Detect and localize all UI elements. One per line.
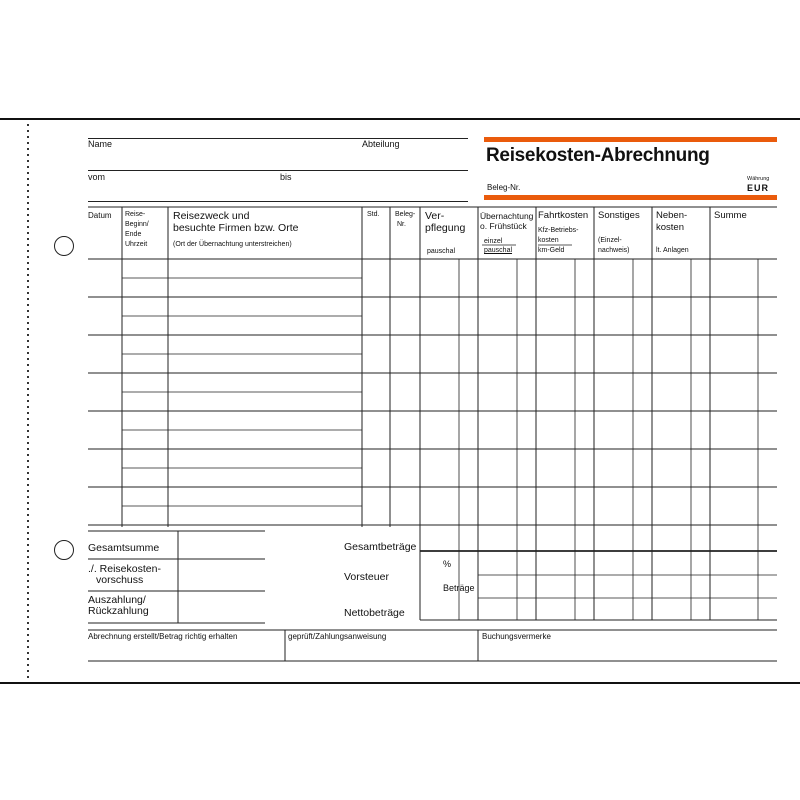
- col-zweck-1: Reisezweck und: [173, 210, 250, 222]
- col-zweck-2: besuchte Firmen bzw. Orte: [173, 222, 299, 234]
- auszahlung-label-2: Rückzahlung: [88, 605, 149, 617]
- col-uebern-2: o. Frühstück: [480, 221, 527, 231]
- footer-geprueft: geprüft/Zahlungsanweisung: [288, 632, 387, 641]
- col-reise-1: Reise-: [125, 211, 146, 218]
- col-beleg-2: Nr.: [397, 221, 406, 228]
- col-sonst-1: Sonstiges: [598, 210, 640, 221]
- betraege-label: Beträge: [443, 583, 475, 593]
- col-std: Std.: [367, 211, 380, 218]
- col-fahrt-1: Fahrtkosten: [538, 210, 589, 221]
- col-sonst-2: (Einzel-: [598, 237, 622, 244]
- currency-value: EUR: [747, 183, 770, 193]
- col-reise-4: Uhrzeit: [125, 241, 148, 248]
- receipt-label: Beleg-Nr.: [487, 183, 521, 192]
- col-uebern-4: pauschal: [484, 247, 513, 254]
- col-reise-2: Beginn/: [125, 221, 149, 228]
- vorsteuer-label: Vorsteuer: [344, 571, 389, 583]
- col-sonst-3: nachweis): [598, 247, 630, 254]
- department-label: Abteilung: [362, 139, 400, 149]
- col-neben-3: lt. Anlagen: [656, 247, 689, 254]
- col-fahrt-3: kosten: [538, 237, 559, 244]
- col-verpf-3: pauschal: [427, 248, 456, 255]
- form-title: Reisekosten-Abrechnung: [486, 145, 710, 166]
- name-label: Name: [88, 139, 113, 149]
- col-datum: Datum: [88, 211, 112, 220]
- col-neben-1: Neben-: [656, 210, 688, 221]
- reisekosten-label-1: ./. Reisekosten-: [88, 563, 161, 575]
- col-uebern-1: Übernachtung: [480, 211, 534, 221]
- col-reise-3: Ende: [125, 231, 142, 238]
- gesamtbetraege-label: Gesamtbeträge: [344, 541, 417, 553]
- currency-label: Währung: [747, 176, 770, 182]
- col-beleg-1: Beleg-: [395, 211, 416, 218]
- nettobetraege-label: Nettobeträge: [344, 607, 405, 619]
- auszahlung-label-1: Auszahlung/: [88, 594, 146, 606]
- col-fahrt-2: Kfz-Betriebs-: [538, 227, 579, 234]
- col-neben-2: kosten: [656, 222, 684, 233]
- reisekosten-label-2: vorschuss: [96, 574, 144, 586]
- col-summe: Summe: [714, 210, 747, 221]
- col-uebern-3: einzel: [484, 238, 503, 245]
- footer-buchung: Buchungsvermerke: [482, 632, 551, 641]
- from-label: vom: [88, 172, 106, 182]
- col-verpf-1: Ver-: [425, 210, 445, 222]
- footer-erstellt: Abrechnung erstellt/Betrag richtig erhalten: [88, 632, 238, 641]
- col-fahrt-4: km-Geld: [538, 247, 565, 254]
- col-zweck-3: (Ort der Übernachtung unterstreichen): [173, 241, 292, 248]
- col-verpf-2: pflegung: [425, 222, 466, 234]
- percent-label: %: [443, 559, 452, 569]
- gesamtsumme-label: Gesamtsumme: [88, 542, 160, 554]
- to-label: bis: [280, 172, 292, 182]
